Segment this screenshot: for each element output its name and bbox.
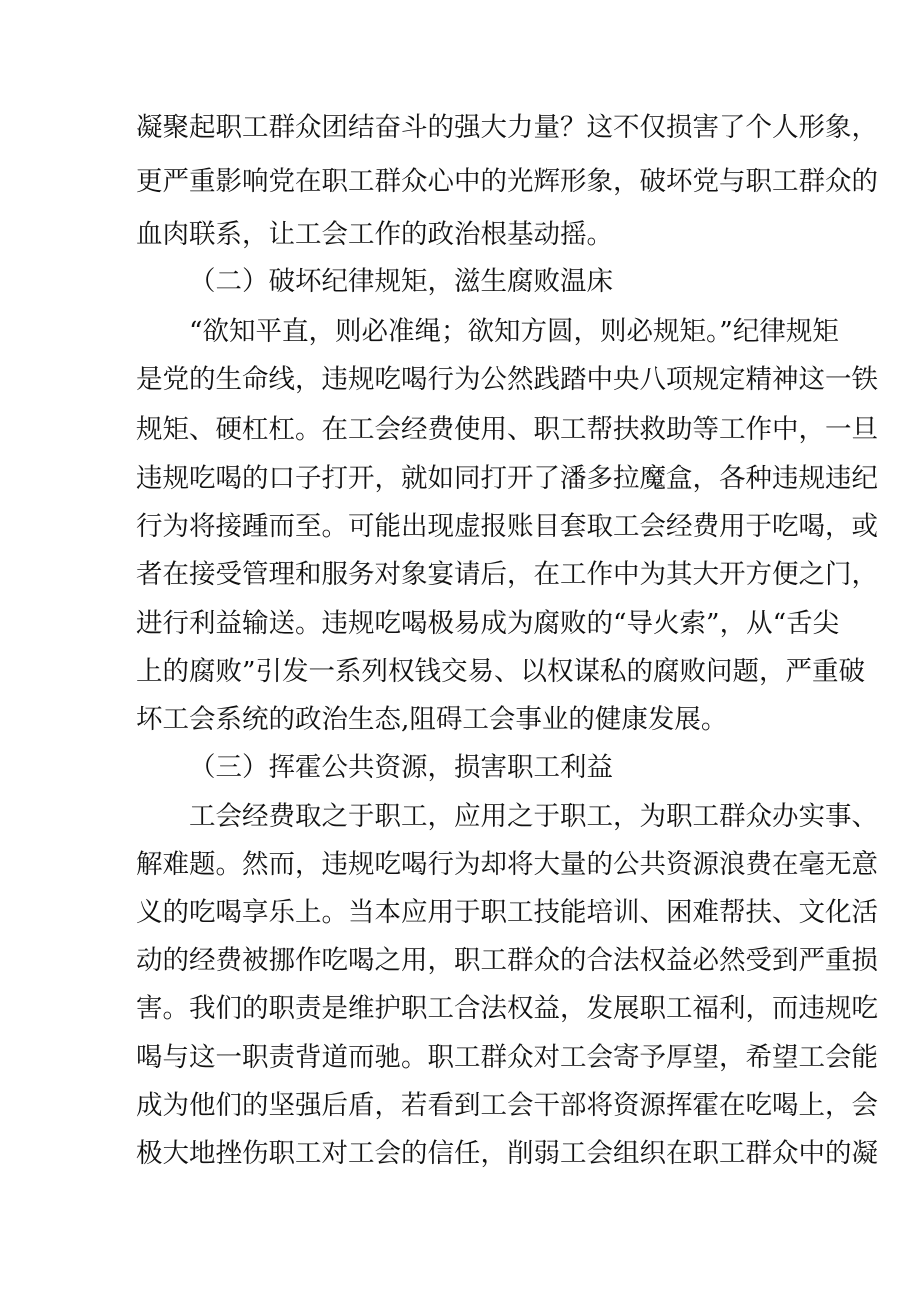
paragraph-line: 更严重影响党在职工群众心中的光辉形象，破坏党与职工群众的 — [136, 166, 878, 197]
paragraph-line: 规矩、硬杠杠。在工会经费使用、职工帮扶救助等工作中，一旦 — [136, 414, 878, 445]
paragraph-line: 成为他们的坚强后盾，若看到工会干部将资源挥霍在吃喝上，会 — [136, 1090, 878, 1121]
paragraph-line: 进行利益输送。违规吃喝极易成为腐败的“导火索”，从“舌尖 — [136, 608, 840, 639]
paragraph-line: 害。我们的职责是维护职工合法权益，发展职工福利，而违规吃 — [136, 993, 878, 1024]
section-heading-2: （二）破坏纪律规矩，滋生腐败温床 — [189, 266, 613, 297]
paragraph-line: 血肉联系，让工会工作的政治根基动摇。 — [136, 219, 613, 250]
paragraph-line: 工会经费取之于职工，应用之于职工，为职工群众办实事、 — [189, 801, 878, 832]
paragraph-line: 喝与这一职责背道而驰。职工群众对工会寄予厚望，希望工会能 — [136, 1042, 878, 1073]
paragraph-line: 义的吃喝享乐上。当本应用于职工技能培训、困难帮扶、文化活 — [136, 897, 878, 928]
paragraph-line: 违规吃喝的口子打开，就如同打开了潘多拉魔盒，各种违规违纪 — [136, 463, 878, 494]
paragraph-line: 凝聚起职工群众团结奋斗的强大力量？这不仅损害了个人形象， — [136, 112, 878, 143]
paragraph-line: 极大地挫伤职工对工会的信任，削弱工会组织在职工群众中的凝 — [136, 1138, 878, 1169]
paragraph-line: 坏工会系统的政治生态,阻碍工会事业的健康发展。 — [136, 704, 728, 735]
paragraph-line: 解难题。然而，违规吃喝行为却将大量的公共资源浪费在毫无意 — [136, 849, 878, 880]
paragraph-line: 动的经费被挪作吃喝之用，职工群众的合法权益必然受到严重损 — [136, 945, 878, 976]
paragraph-line: “欲知平直，则必准绳；欲知方圆，则必规矩。”纪律规矩 — [189, 316, 839, 347]
section-heading-3: （三）挥霍公共资源，损害职工利益 — [189, 752, 613, 783]
paragraph-line: 行为将接踵而至。可能出现虚报账目套取工会经费用于吃喝，或 — [136, 511, 878, 542]
paragraph-line: 是党的生命线，违规吃喝行为公然践踏中央八项规定精神这一铁 — [136, 364, 878, 395]
paragraph-line: 上的腐败”引发一系列权钱交易、以权谋私的腐败问题，严重破 — [136, 656, 866, 687]
paragraph-line: 者在接受管理和服务对象宴请后，在工作中为其大开方便之门， — [136, 559, 878, 590]
